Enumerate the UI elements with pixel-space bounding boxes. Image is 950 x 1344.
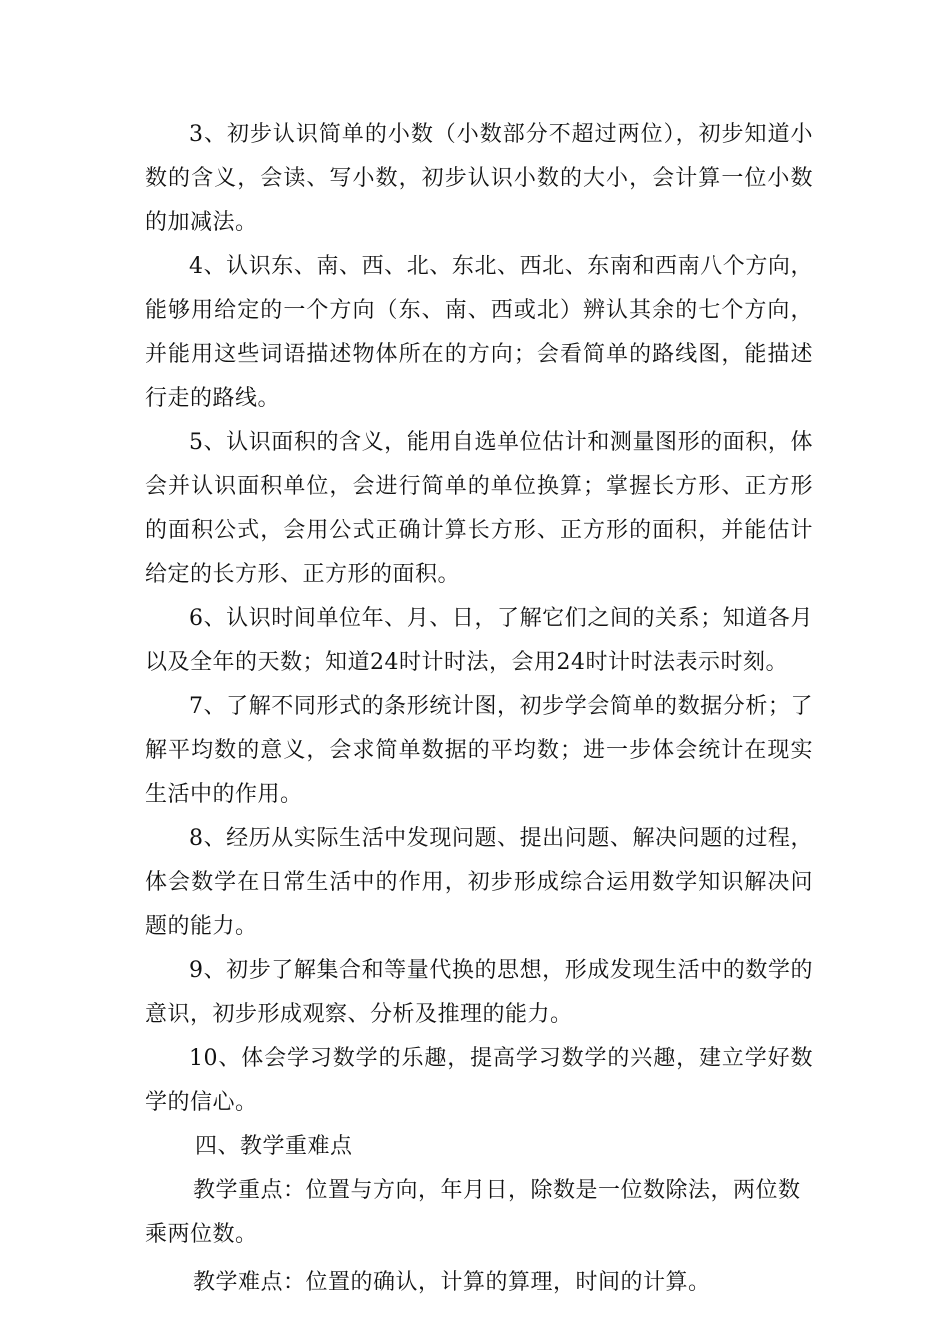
objective-item-10: 10、体会学习数学的乐趣，提高学习数学的兴趣，建立学好数学的信心。: [145, 1046, 813, 1115]
key-points-paragraph: 教学重点：位置与方向，年月日，除数是一位数除法，两位数乘两位数。: [145, 1178, 801, 1247]
objective-item-7: 7、了解不同形式的条形统计图，初步学会简单的数据分析；了解平均数的意义，会求简单数据的平均数；进一步体会统计在现实生活中的作用。: [145, 694, 813, 807]
objective-item-9: 9、初步了解集合和等量代换的思想，形成发现生活中的数学的意识，初步形成观察、分析及推理的能力。: [145, 958, 813, 1027]
document-body: [145, 113, 813, 1305]
objective-item-3: 3、初步认识简单的小数（小数部分不超过两位），初步知道小数的含义，会读、写小数，初步认识小数的大小，会计算一位小数的加减法。: [145, 122, 813, 235]
objective-item-6: 6、认识时间单位年、月、日，了解它们之间的关系；知道各月以及全年的天数；知道24时计时法，会用24时计时法表示时刻。: [145, 606, 813, 675]
difficult-points-paragraph: 教学难点：位置的确认，计算的算理，时间的计算。: [193, 1270, 711, 1295]
objective-item-4: 4、认识东、南、西、北、东北、西北、东南和西南八个方向，能够用给定的一个方向（东、南、西或北）辨认其余的七个方向，并能用这些词语描述物体所在的方向；会看简单的路线图，能描述行走的路线。: [145, 254, 813, 411]
objective-item-5: 5、认识面积的含义，能用自选单位估计和测量图形的面积，体会并认识面积单位，会进行简单的单位换算；掌握长方形、正方形的面积公式，会用公式正确计算长方形、正方形的面积，并能估计给定的长方形、正方形的面积。: [145, 430, 813, 587]
objective-item-8: 8、经历从实际生活中发现问题、提出问题、解决问题的过程，体会数学在日常生活中的作用，初步形成综合运用数学知识解决问题的能力。: [145, 826, 813, 939]
section-heading: 四、教学重难点: [195, 1134, 353, 1159]
